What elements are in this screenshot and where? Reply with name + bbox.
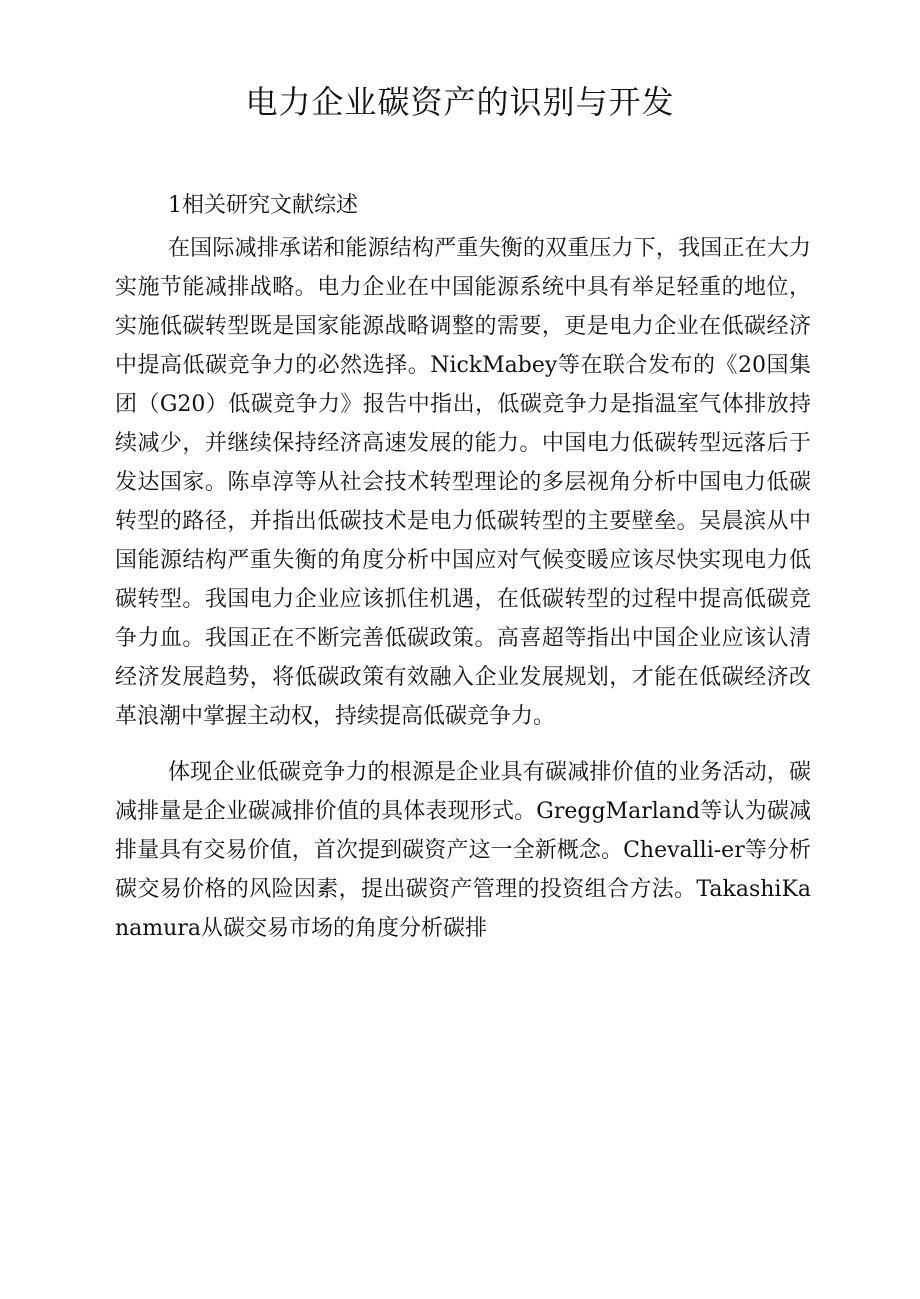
section-heading: 1相关研究文献综述 — [168, 193, 358, 218]
document-title: 电力企业碳资产的识别与开发 — [245, 83, 675, 121]
paragraph: 体现企业低碳竞争力的根源是企业具有碳减排价值的业务活动，碳减排量是企业碳减排价值的具体表现形式。GreggMarland等认为碳减排量具有交易价值，首次提到碳资产这一全新概念。Chevalli-er等分析碳交易价格的风险因素，提出碳资产管理的投资组合方法。TakashiKanamura从碳交易市场的角度分析碳排 — [115, 760, 811, 941]
paragraph: 在国际减排承诺和能源结构严重失衡的双重压力下，我国正在大力实施节能减排战略。电力企业在中国能源系统中具有举足轻重的地位，实施低碳转型既是国家能源战略调整的需要，更是电力企业在低碳经济中提高低碳竞争力的必然选择。NickMabey等在联合发布的《20国集团（G20）低碳竞争力》报告中指出，低碳竞争力是指温室气体排放持续减少，并继续保持经济高速发展的能力。中国电力低碳转型远落后于发达国家。陈卓淳等从社会技术转型理论的多层视角分析中国电力低碳转型的路径，并指出低碳技术是电力低碳转型的主要壁垒。吴晨滨从中国能源结构严重失衡的角度分析中国应对气候变暖应该尽快实现电力低碳转型。我国电力企业应该抓住机遇，在低碳转型的过程中提高低碳竞争力血。我国正在不断完善低碳政策。高喜超等指出中国企业应该认清经济发展趋势，将低碳政策有效融入企业发展规划，才能在低碳经济改革浪潮中掌握主动权，持续提高低碳竞争力。 — [115, 236, 811, 729]
document-body — [115, 187, 811, 965]
